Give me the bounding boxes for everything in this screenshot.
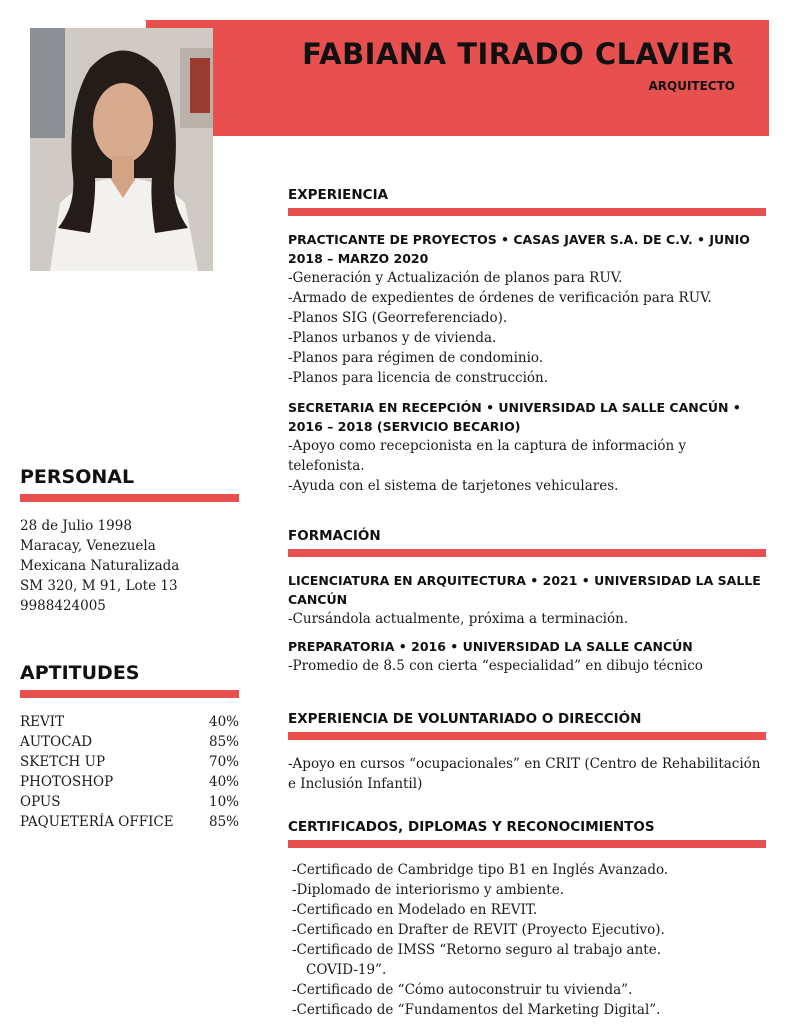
education-divider bbox=[288, 549, 766, 557]
certificates-divider bbox=[288, 840, 766, 848]
skill-level: 85% bbox=[208, 814, 239, 830]
personal-title: PERSONAL bbox=[20, 466, 135, 488]
personal-section bbox=[20, 466, 239, 616]
certificates-section bbox=[288, 819, 766, 1020]
certificate-item: -Certificado en Modelado en REVIT. bbox=[292, 902, 538, 918]
skill-name: REVIT bbox=[20, 714, 65, 730]
entry-bullet: -Ayuda con el sistema de tarjetones vehiculares. bbox=[288, 478, 619, 494]
skills-divider bbox=[20, 690, 239, 698]
address: SM 320, M 91, Lote 13 bbox=[20, 578, 178, 594]
certificate-item: -Certificado de “Cómo autoconstruir tu vivienda”. bbox=[292, 982, 633, 998]
skills-section bbox=[20, 662, 239, 832]
volunteering-section bbox=[288, 711, 766, 794]
skill-row bbox=[20, 812, 239, 832]
entry-title: PRACTICANTE DE PROYECTOS • CASAS JAVER S.A. DE C.V. • JUNIO 2018 – MARZO 2020 bbox=[288, 232, 750, 266]
skills-title: APTITUDES bbox=[20, 662, 140, 684]
volunteering-bullet: -Apoyo en cursos “ocupacionales” en CRIT (Centro de Rehabilitación e Inclusión Infantil) bbox=[288, 756, 761, 792]
nationality: Mexicana Naturalizada bbox=[20, 558, 180, 574]
skill-level: 40% bbox=[208, 774, 239, 790]
entry-bullet: -Planos para régimen de condominio. bbox=[288, 350, 544, 366]
skill-name: SKETCH UP bbox=[20, 754, 106, 770]
skill-level: 70% bbox=[208, 754, 239, 770]
entry-bullet: -Promedio de 8.5 con cierta “especialidad” en dibujo técnico bbox=[288, 658, 703, 674]
entry-bullet: -Planos urbanos y de vivienda. bbox=[288, 330, 497, 346]
entry-title: LICENCIATURA EN ARQUITECTURA • 2021 • UNIVERSIDAD LA SALLE CANCÚN bbox=[288, 573, 761, 607]
profile-photo bbox=[30, 28, 213, 271]
education-section bbox=[288, 528, 766, 676]
skill-name: PHOTOSHOP bbox=[20, 774, 114, 790]
candidate-role: ARQUITECTO bbox=[648, 79, 735, 93]
certificate-item: -Certificado de IMSS “Retorno seguro al trabajo ante. bbox=[292, 942, 662, 958]
skill-name: OPUS bbox=[20, 794, 61, 810]
experience-title: EXPERIENCIA bbox=[288, 187, 389, 203]
skill-row bbox=[20, 792, 239, 812]
personal-divider bbox=[20, 494, 239, 502]
experience-entry bbox=[288, 398, 766, 496]
entry-title: PREPARATORIA • 2016 • UNIVERSIDAD LA SALLE CANCÚN bbox=[288, 639, 693, 654]
volunteering-title: EXPERIENCIA DE VOLUNTARIADO O DIRECCIÓN bbox=[288, 711, 642, 727]
skill-name: AUTOCAD bbox=[20, 734, 93, 750]
entry-bullet: -Generación y Actualización de planos para RUV. bbox=[288, 270, 623, 286]
skill-level: 10% bbox=[208, 794, 239, 810]
entry-bullet: -Planos para licencia de construcción. bbox=[288, 370, 548, 386]
entry-bullet: -Planos SIG (Georreferenciado). bbox=[288, 310, 508, 326]
certificate-item: -Certificado de “Fundamentos del Marketing Digital”. bbox=[292, 1002, 661, 1018]
education-entry bbox=[288, 571, 766, 629]
volunteering-divider bbox=[288, 732, 766, 740]
skill-row bbox=[20, 732, 239, 752]
skill-level: 40% bbox=[208, 714, 239, 730]
education-title: FORMACIÓN bbox=[288, 528, 381, 544]
skill-row bbox=[20, 772, 239, 792]
certificate-item: -Certificado de Cambridge tipo B1 en Inglés Avanzado. bbox=[292, 862, 669, 878]
candidate-name: FABIANA TIRADO CLAVIER bbox=[302, 37, 734, 71]
experience-entry bbox=[288, 230, 766, 388]
phone-number: 9988424005 bbox=[20, 598, 106, 614]
skill-row bbox=[20, 712, 239, 732]
certificate-item: -Diplomado de interiorismo y ambiente. bbox=[292, 882, 564, 898]
skill-row bbox=[20, 752, 239, 772]
certificates-title: CERTIFICADOS, DIPLOMAS Y RECONOCIMIENTOS bbox=[288, 819, 655, 835]
education-entry bbox=[288, 637, 766, 676]
entry-bullet: -Cursándola actualmente, próxima a terminación. bbox=[288, 611, 629, 627]
experience-divider bbox=[288, 208, 766, 216]
birth-date: 28 de Julio 1998 bbox=[20, 518, 132, 534]
certificate-item: COVID-19”. bbox=[306, 962, 387, 978]
birth-place: Maracay, Venezuela bbox=[20, 538, 156, 554]
entry-title: SECRETARIA EN RECEPCIÓN • UNIVERSIDAD LA SALLE CANCÚN • 2016 – 2018 (SERVICIO BECARIO) bbox=[288, 400, 741, 434]
entry-bullet: -Armado de expedientes de órdenes de verificación para RUV. bbox=[288, 290, 712, 306]
experience-section bbox=[288, 187, 766, 496]
entry-bullet: -Apoyo como recepcionista en la captura de información y telefonista. bbox=[288, 438, 687, 474]
certificate-item: -Certificado en Drafter de REVIT (Proyecto Ejecutivo). bbox=[292, 922, 665, 938]
skill-name: PAQUETERÍA OFFICE bbox=[20, 814, 174, 830]
skill-level: 85% bbox=[208, 734, 239, 750]
